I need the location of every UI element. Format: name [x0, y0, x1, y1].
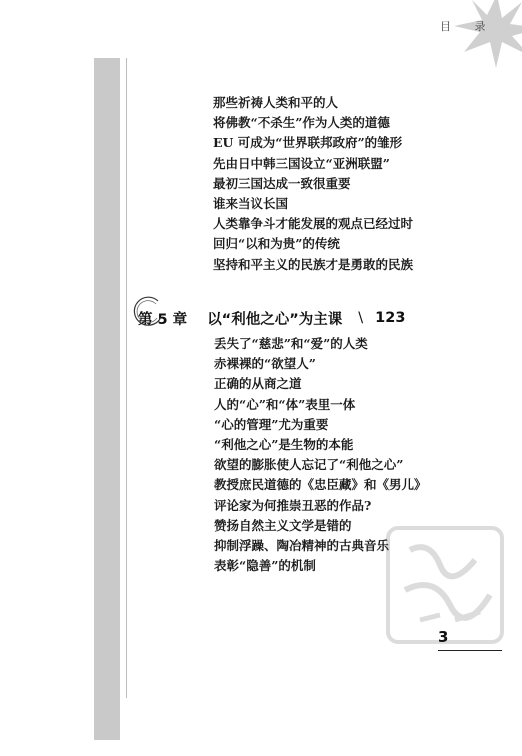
list-item: 将佛教“不杀生”作为人类的道德 — [213, 115, 390, 131]
list-item: 先由日中韩三国设立“亚洲联盟” — [213, 155, 390, 171]
list-item: 最初三国达成一致很重要 — [213, 175, 351, 191]
ink-splash-decoration — [452, 0, 522, 70]
page-number-rule — [438, 650, 502, 651]
section-header: 目 录 — [440, 20, 496, 33]
list-item: 回归“以和为贵”的传统 — [213, 236, 340, 252]
list-item: 表彰“隐善”的机制 — [214, 558, 316, 574]
chapter-number: 第 5 章 — [138, 311, 188, 328]
page-number: 3 — [438, 628, 502, 646]
list-item: EU 可成为“世界联邦政府”的雏形 — [213, 135, 403, 151]
chapter-title: 以“利他之心”为主课 — [207, 311, 343, 328]
list-item: 欲望的膨胀使人忘记了“利他之心” — [214, 457, 404, 473]
list-item: 人类靠争斗才能发展的观点已经过时 — [213, 216, 414, 232]
chapter-heading — [138, 305, 405, 331]
list-item: 抑制浮躁、陶冶精神的古典音乐 — [214, 538, 390, 554]
contents-list-part4 — [213, 93, 413, 275]
chapter-ring-icon — [130, 295, 164, 329]
list-item: “心的管理”尤为重要 — [214, 416, 329, 432]
list-item: 谁来当议长国 — [213, 196, 289, 212]
list-item: 丢失了“慈悲”和“爱”的人类 — [214, 336, 368, 351]
chapter-page: 123 — [375, 310, 406, 326]
left-gutter-bar — [94, 58, 120, 740]
list-item: 人的“心”和“体”表里一体 — [214, 396, 356, 412]
list-item: “利他之心”是生物的本能 — [214, 437, 354, 453]
list-item: 赞扬自然主义文学是错的 — [214, 517, 352, 533]
list-item: 正确的从商之道 — [214, 376, 302, 392]
list-item: 评论家为何推崇丑恶的作品? — [214, 497, 372, 513]
list-item: 赤裸裸的“欲望人” — [214, 356, 316, 372]
list-item: 坚持和平主义的民族才是勇敢的民族 — [213, 256, 414, 272]
list-item: 教授庶民道德的《忠臣藏》和《男儿》 — [214, 477, 427, 493]
gutter-divider — [126, 58, 127, 698]
chapter-separator: \ — [358, 310, 364, 326]
list-item: 那些祈祷人类和平的人 — [213, 95, 339, 110]
